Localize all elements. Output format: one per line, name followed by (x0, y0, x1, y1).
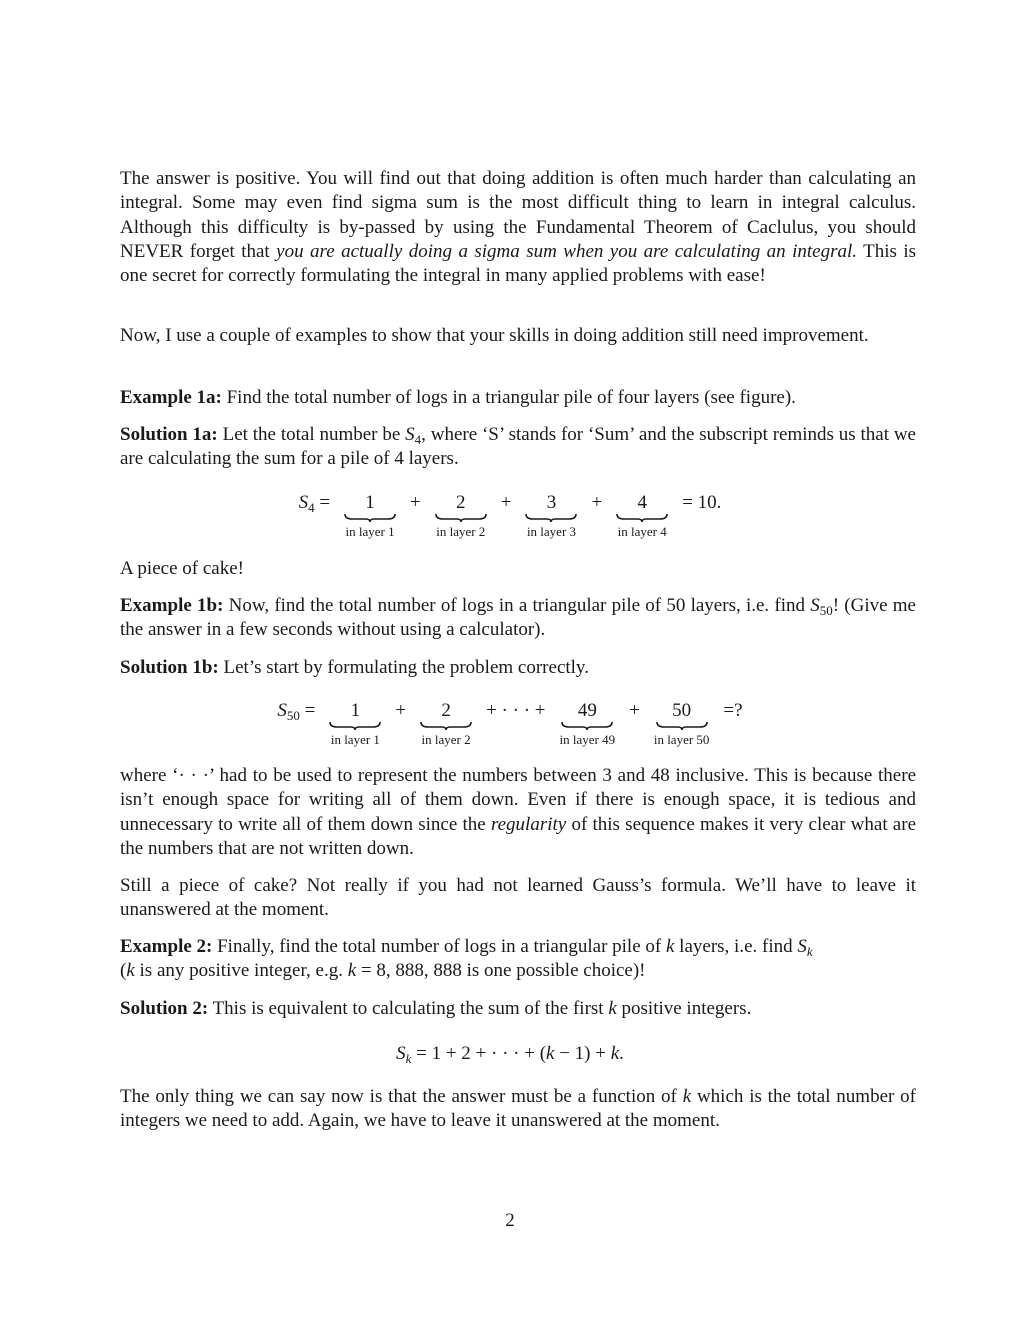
text: Find the total number of logs in a triangular pile of four layers (see figure). (221, 387, 796, 408)
text: The answer is positive. You will find out that doing addition is often much harder than calculating an integral. Some may even find sigma sum is the most difficult thing to learn in integral calculus. Although this difficulty is by-passed by using the Fundamental Theorem of Caclulus, you should NEVER forget that (120, 168, 916, 262)
solution-2 (120, 997, 916, 1021)
text: ! (Give me the answer in a few seconds without using a calculator). (120, 595, 916, 641)
equation-s4 (0, 493, 1020, 540)
paragraph-gauss: Still a piece of cake? Not really if you had not learned Gauss’s formula. We’ll have to leave it unanswered at the moment. (120, 875, 916, 921)
text: is any positive integer, e.g. (134, 960, 348, 982)
example-label: Example 1b: (120, 595, 224, 616)
text: Let’s start by formulating the problem correctly. (218, 657, 589, 678)
lhs: $S_{50}$ = (277, 700, 316, 723)
text: layers, i.e. find (674, 936, 798, 957)
underbrace-icon (435, 513, 487, 523)
underbrace-term: 2 in layer 2 (421, 700, 471, 747)
plus: + (500, 492, 512, 513)
equation-s50 (0, 701, 1020, 748)
text: , where ‘S’ stands for ‘Sum’ and the subscript reminds us that we are calculating the sum for a pile of 4 layers. (120, 424, 916, 470)
math: k (682, 1086, 692, 1107)
math: k (608, 998, 617, 1019)
underbrace-term: 3 in layer 3 (526, 492, 577, 539)
text: = 8, 888, 888 is one possible choice)! (356, 960, 646, 982)
intro-paragraph (120, 167, 916, 288)
math: k (126, 960, 135, 982)
underbrace-icon (344, 513, 396, 523)
solution-label: Solution 1a: (120, 424, 218, 445)
text: This is one secret for correctly formulating the integral in many applied problems with ease! (120, 240, 916, 287)
underbrace-term: 1 in layer 1 (330, 700, 380, 747)
lhs: $S_4$ = (298, 492, 331, 515)
text: positive integers. (616, 998, 752, 1019)
plus: + (410, 492, 421, 513)
closing-paragraph (120, 1085, 916, 1134)
example-1b (120, 594, 916, 643)
math-sub: k (806, 944, 813, 959)
underbrace-icon (561, 721, 613, 731)
underbrace-icon (525, 513, 577, 523)
solution-label: Solution 1b: (120, 657, 219, 678)
text: Finally, find the total number of logs in a triangular pile of (212, 936, 666, 957)
underbrace-icon (329, 721, 381, 731)
emphasis-text: you are actually doing a sigma sum when you are calculating an integral. (276, 240, 858, 262)
result: =? (723, 700, 743, 721)
text: of this sequence makes it very clear what are the numbers that are not written down. (120, 813, 917, 859)
text: This is equivalent to calculating the sum of the first (208, 998, 609, 1019)
solution-1b (120, 656, 916, 680)
piece-of-cake: A piece of cake! (120, 558, 244, 579)
plus: + (395, 700, 407, 721)
text: which is the total number of integers we need to add. Again, we have to leave it unanswered at the moment. (120, 1086, 916, 1132)
text: Let the total number be (217, 424, 406, 445)
paragraph-ellipsis-explanation (120, 764, 916, 861)
underbrace-term: 49 in layer 49 (559, 700, 616, 747)
example-2 (120, 935, 916, 984)
underbrace-icon (656, 721, 708, 731)
underbrace-term: 50 in layer 50 (653, 700, 710, 747)
example-label: Example 1a: (120, 387, 222, 408)
math-sub: 50 (819, 603, 833, 618)
example-1a (120, 386, 916, 410)
text: The only thing we can say now is that the answer must be a function of (120, 1086, 683, 1107)
math: S (810, 595, 820, 616)
text: ( (120, 960, 127, 982)
underbrace-term: 1 in layer 1 (345, 492, 395, 539)
math-sub: 4 (414, 432, 422, 447)
plus: + (629, 700, 640, 721)
page-number: 2 (505, 1210, 515, 1231)
underbrace-icon (616, 513, 668, 523)
result: = 10. (682, 492, 722, 513)
math: k (665, 936, 675, 957)
text: where ‘· · ·’ had to be used to represent the numbers between 3 and 48 inclusive. This is because there isn’t enough space for writing all of them down. Even if there is enough space, it is tedious and unnecessary to write all of them down since the (120, 765, 916, 835)
text: Now, find the total number of logs in a triangular pile of 50 layers, i.e. find (223, 595, 811, 616)
solution-label: Solution 2: (120, 998, 209, 1019)
underbrace-term: 2 in layer 2 (436, 492, 486, 539)
plus: + (591, 492, 603, 513)
solution-1a (120, 423, 916, 472)
underbrace-icon (420, 721, 472, 731)
emphasis-text: regularity (490, 813, 567, 835)
math: S (405, 424, 415, 445)
example-label: Example 2: (120, 936, 213, 957)
paragraph-examples-intro: Now, I use a couple of examples to show that your skills in doing addition still need improvement. (120, 325, 869, 346)
equation-sk: $S_k = 1 + 2$ + · · · + (k − 1) + k. (396, 1043, 624, 1066)
math: k (347, 960, 357, 982)
underbrace-term: 4 in layer 4 (617, 492, 667, 539)
ellipsis: + · · · + (486, 700, 546, 721)
math: S (797, 936, 807, 957)
